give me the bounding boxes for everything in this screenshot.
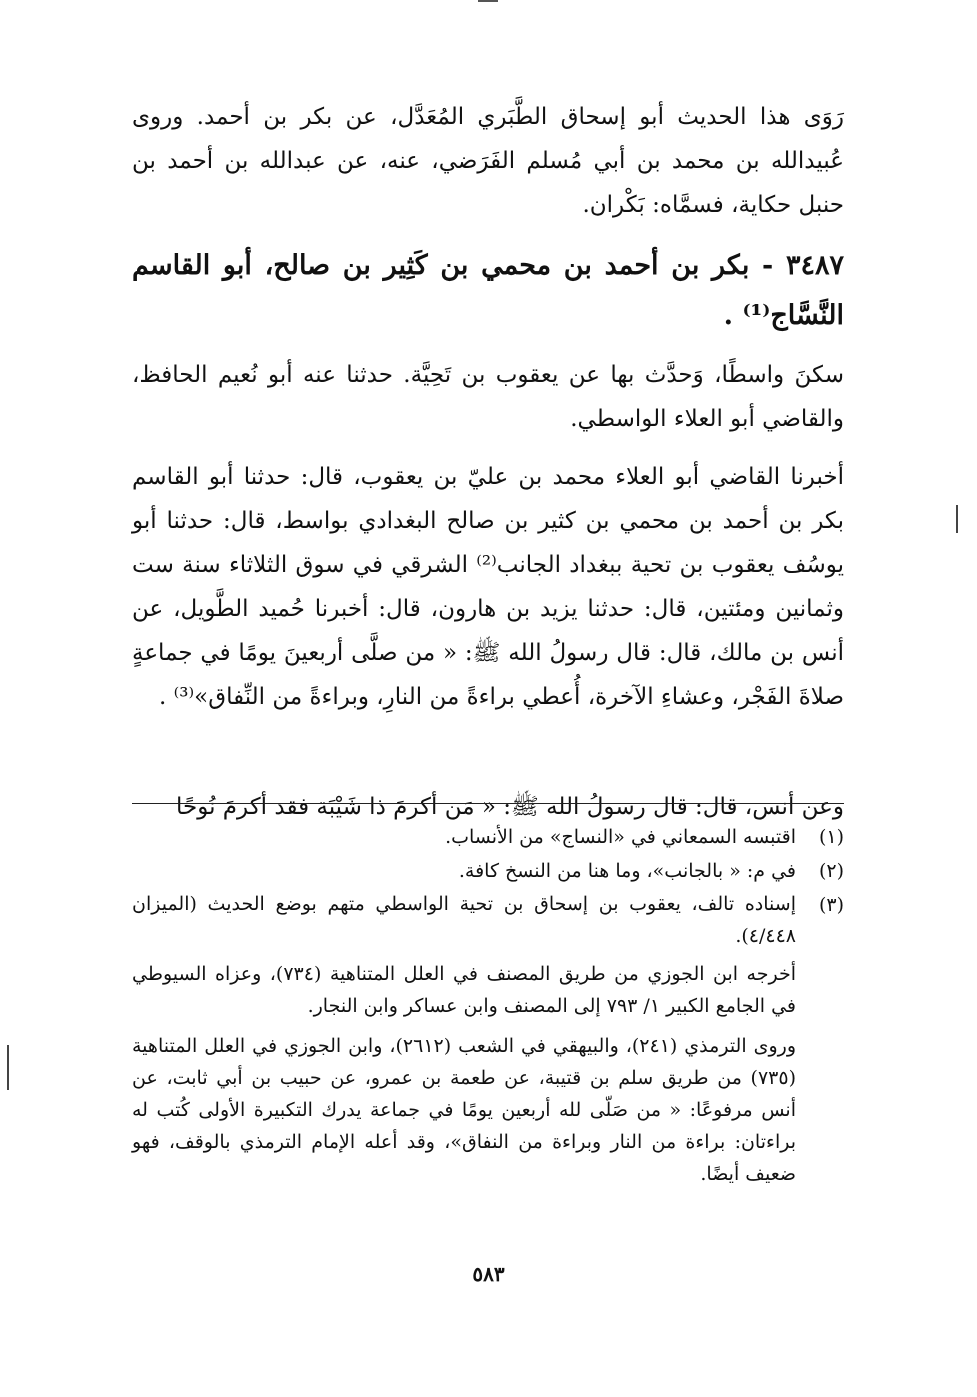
footnote-text: إسناده تالف، يعقوب بن إسحاق بن تحية الواسطي متهم بوضع الحديث (الميزان ٤/٤٤٨). [132,893,796,947]
footnote-text: في م: « بالجانب»، وما هنا من النسخ كافة. [458,860,796,882]
footnote-3-continuation: أخرجه ابن الجوزي من طريق المصنف في العلل المتناهية (٧٣٤)، وعزاه السيوطي في الجامع الكبير ١/ ٧٩٣ إلى المصنف وابن عساكر وابن النجار. [132,963,796,1017]
left-margin-mark [7,1045,9,1090]
footnote-text: اقتبسه السمعاني في «النساج» من الأنساب. [445,826,796,848]
footnote-divider [132,803,844,804]
footnote-3 [132,888,844,952]
top-crop-mark [478,0,498,5]
paragraph-biography: سكنَ واسطًا، وَحدَّث بها عن يعقوب بن تَحِيَّة. حدثنا عنه أبو نُعيم الحافظ، والقاضي أبو العلاء الواسطي. [132,362,844,432]
footnote-number: (١) [818,826,844,848]
entry-heading: ٣٤٨٧ - بكر بن أحمد بن محمي بن كَثِير بن صالح، أبو القاسم النَّسَّاج⁽¹⁾ . [132,250,844,331]
footnote-number: (٢) [818,860,844,882]
page-body [132,95,844,829]
footnote-number: (٣) [818,894,844,916]
paragraph-second-hadith: وعن أنس، قال: قال رسولُ الله ﷺ: « مَن أكرمَ ذا شَيْبَة فقد أكرمَ نُوحًا [175,794,844,820]
footnote-3-continuation: وروى الترمذي (٢٤١)، والبيهقي في الشعب (٢٦١٢)، وابن الجوزي في العلل المتناهية (٧٣٥) من طريق سلم بن قتيبة، عن طعمة بن عمرو، عن حبيب بن أبي ثابت، عن أنس مرفوعًا: « من صَلّى لله أربعين يومًا في جماعة يدرك التكبيرة الأولى كُتب له براءتان: براءة من النار وبراءة من النفاق»، وقد أعله الإمام الترمذي بالوقف، فهو ضعيف أيضًا. [132,1035,796,1185]
footnote-1 [132,820,844,854]
footnotes [132,820,844,1190]
right-margin-mark [956,505,958,533]
footnote-2 [132,854,844,888]
paragraph-intro: رَوَى هذا الحديث أبو إسحاق الطَّبَري المُعَدَّل، عن بكر بن أحمد. وروى عُبيدالله بن محمد بن أبي مُسلم الفَرَضي، عنه، عن عبدالله بن أحمد بن حنبل حكاية، فسمَّاه: بَكْران. [132,104,844,218]
paragraph-hadith-chain: أخبرنا القاضي أبو العلاء محمد بن عليّ بن يعقوب، قال: حدثنا أبو القاسم بكر بن أحمد بن محمي بن كثير بن صالح البغدادي بواسط، قال: حدثنا أبو يوسُف يعقوب بن تحية ببغداد الجانب⁽²⁾ الشرقي في سوق الثلاثاء سنة ست وثمانين ومئتين، قال: حدثنا يزيد بن هارون، قال: أخبرنا حُميد الطَّويل، عن أنس بن مالك، قال: قال رسولُ الله ﷺ: « من صلَّى أربعينَ يومًا في جماعةٍ صلاةَ الفَجْر، وعشاءِ الآخرة، أُعطي براءةً من النارِ، وبراءةً من النِّفاق»⁽³⁾ . [132,464,844,710]
page-number: ٥٨٣ [472,1262,505,1286]
